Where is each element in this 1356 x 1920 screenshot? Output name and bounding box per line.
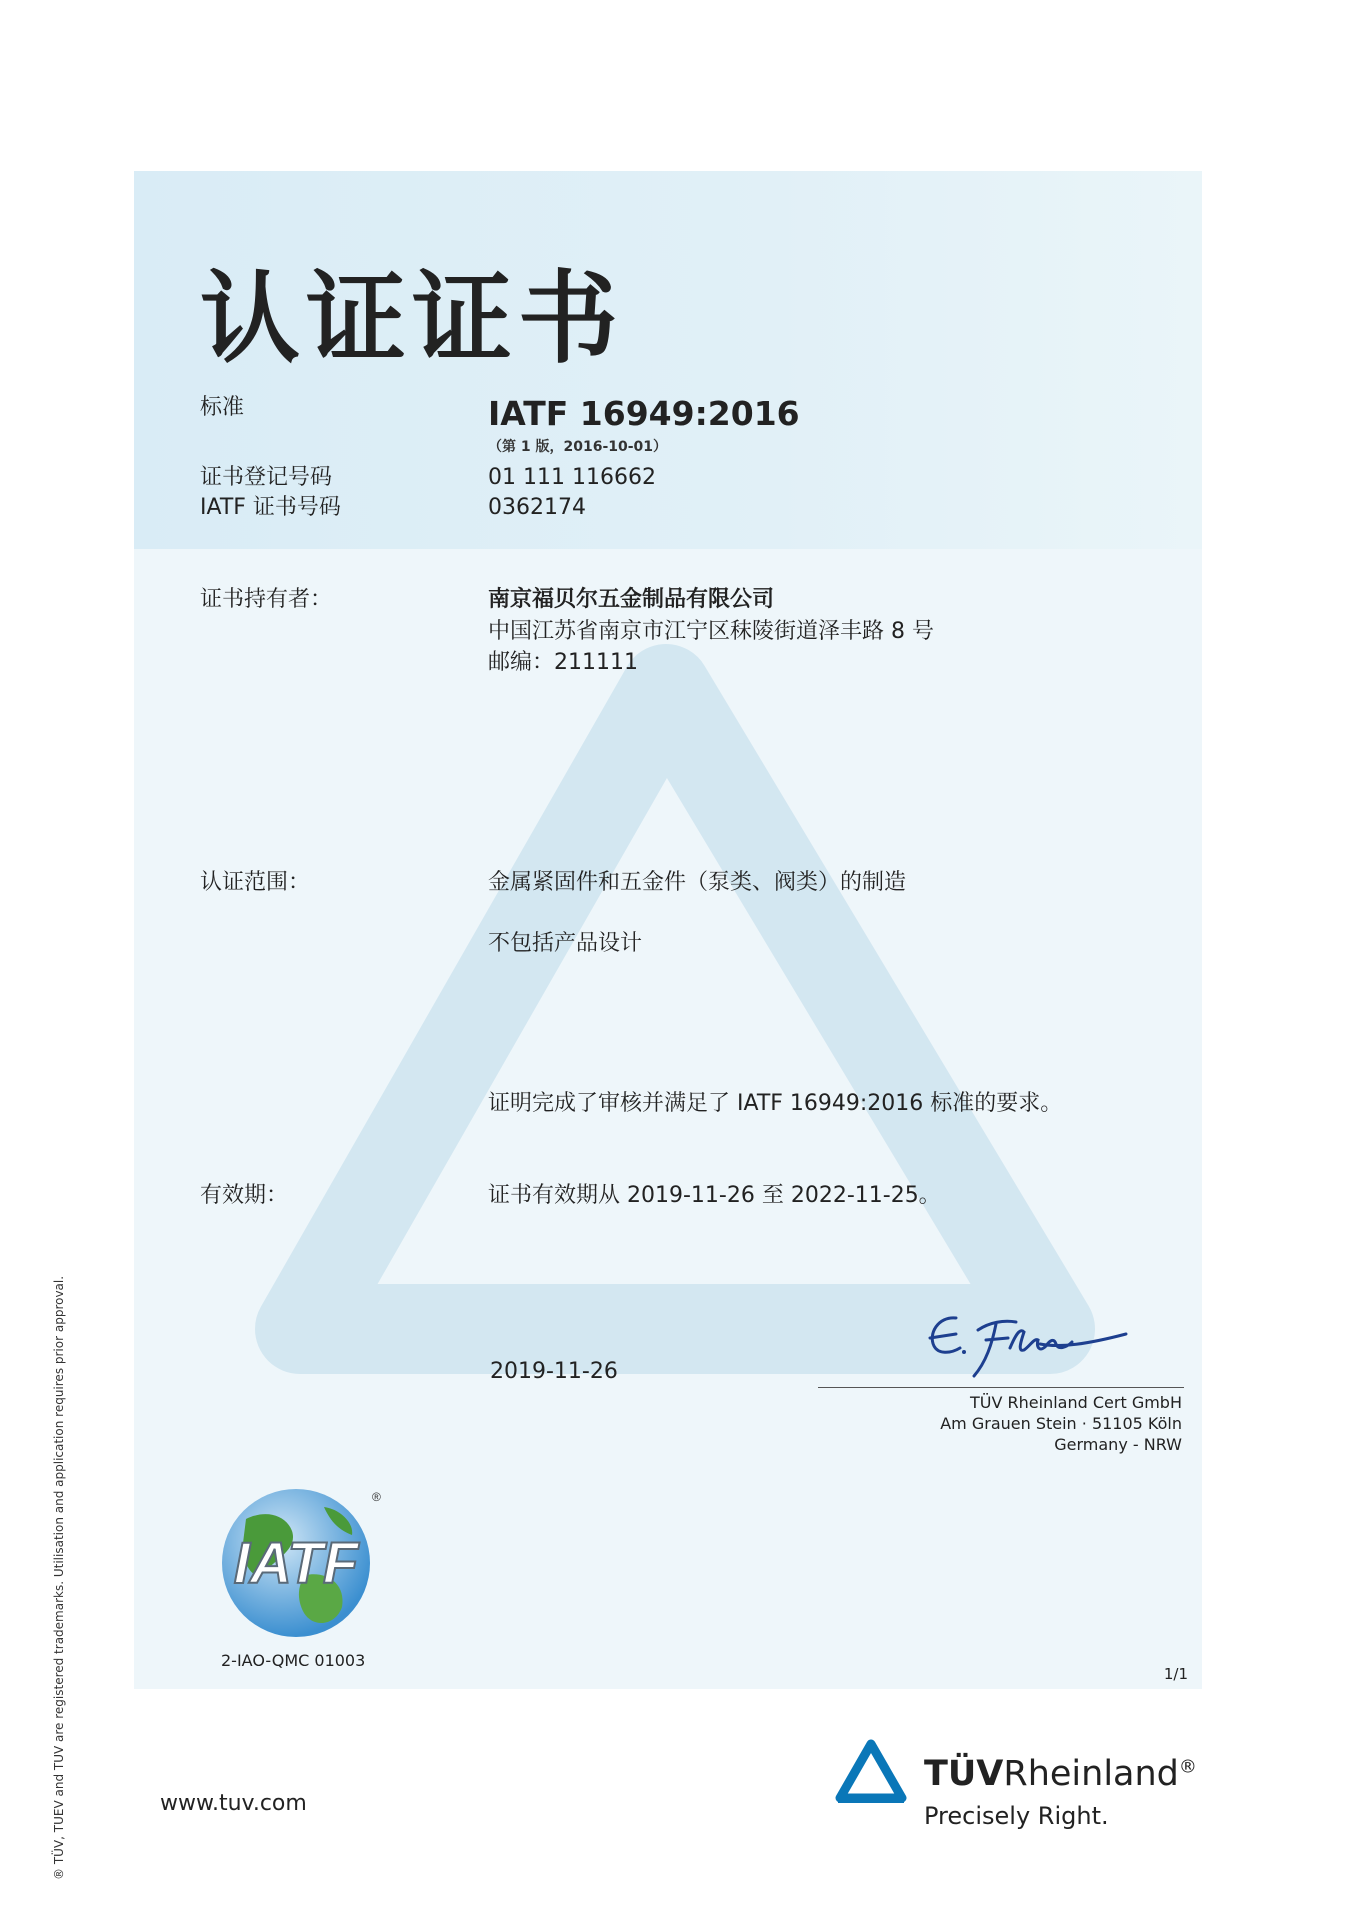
tuv-brand-bold: TÜV xyxy=(924,1754,1004,1794)
certificate-title: 认证证书 xyxy=(200,260,624,377)
tuv-brand-name xyxy=(924,1754,1197,1794)
page-number: 1/1 xyxy=(1163,1665,1188,1683)
conformity-statement: 证明完成了审核并满足了 IATF 16949:2016 标准的要求。 xyxy=(488,1091,1063,1116)
issuer-block xyxy=(940,1393,1182,1455)
iatf-code: 2-IAO-QMC 01003 xyxy=(221,1651,366,1670)
registration-number-value: 01 111 116662 xyxy=(488,465,656,490)
tuv-brand-mark: ® xyxy=(1178,1756,1197,1778)
issue-date: 2019-11-26 xyxy=(490,1359,618,1384)
trademark-note: ® TÜV, TUEV and TUV are registered trademarks. Utilisation and application requires prior approval. xyxy=(52,1275,66,1880)
signature-line xyxy=(818,1387,1184,1388)
website-link[interactable]: www.tuv.com xyxy=(160,1791,307,1816)
validity-label: 有效期： xyxy=(200,1183,289,1208)
iatf-logo-icon xyxy=(206,1479,384,1645)
tuv-brand-regular: Rheinland xyxy=(1003,1754,1179,1794)
validity-text: 证书有效期从 2019-11-26 至 2022-11-25。 xyxy=(488,1183,941,1208)
issuer-address: Am Grauen Stein · 51105 Köln xyxy=(940,1413,1182,1433)
registration-number-label: 证书登记号码 xyxy=(200,465,333,490)
iatf-logo-registered: ® xyxy=(372,1490,381,1504)
issuer-region: Germany - NRW xyxy=(1054,1434,1182,1454)
standard-value: IATF 16949:2016 xyxy=(488,394,800,433)
tuv-triangle-icon xyxy=(834,1738,908,1806)
scope-text: 金属紧固件和五金件（泵类、阀类）的制造 xyxy=(488,870,907,895)
holder-name: 南京福贝尔五金制品有限公司 xyxy=(488,587,775,612)
iatf-number-label: IATF 证书号码 xyxy=(200,495,341,520)
issuer-name: TÜV Rheinland Cert GmbH xyxy=(970,1393,1182,1412)
holder-address: 中国江苏省南京市江宁区秣陵街道泽丰路 8 号 xyxy=(488,619,934,644)
scope-label: 认证范围： xyxy=(200,870,311,895)
certificate-panel xyxy=(134,171,1202,1689)
holder-label: 证书持有者： xyxy=(200,587,333,612)
iatf-logo-text: IATF xyxy=(233,1531,359,1596)
holder-postcode: 邮编：211111 xyxy=(488,650,638,675)
signature-icon xyxy=(920,1304,1150,1384)
iatf-number-value: 0362174 xyxy=(488,495,586,520)
tuv-slogan: Precisely Right. xyxy=(924,1802,1109,1830)
standard-edition: （第 1 版，2016-10-01） xyxy=(488,439,668,455)
scope-exclusion: 不包括产品设计 xyxy=(488,931,643,956)
standard-label: 标准 xyxy=(200,395,245,420)
